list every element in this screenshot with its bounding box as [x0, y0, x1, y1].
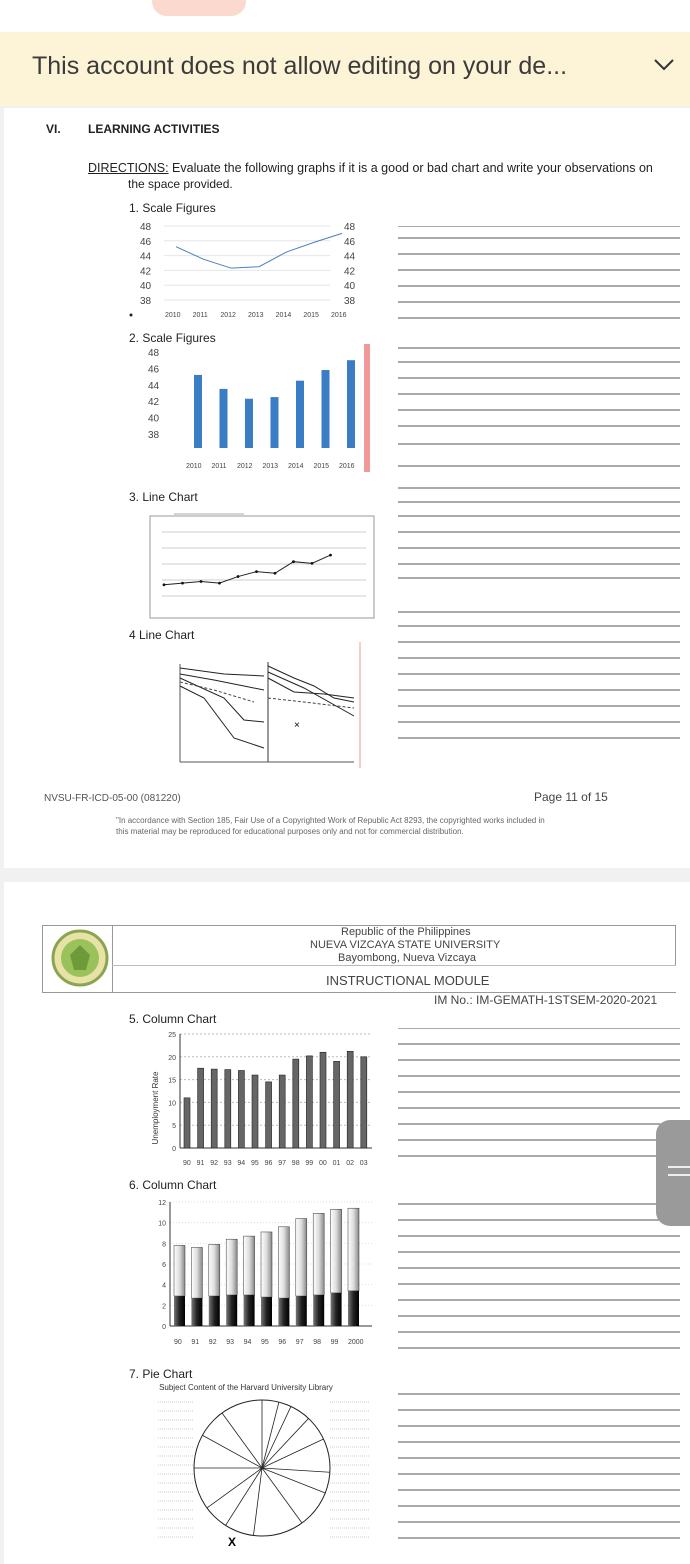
- footer-page-number: Page 11 of 15: [534, 790, 608, 804]
- x-tick: 99: [330, 1339, 339, 1346]
- x-tick: 2015: [303, 312, 319, 319]
- bar: [245, 399, 253, 448]
- bar: [279, 1075, 285, 1148]
- y-tick: 5: [172, 1123, 176, 1131]
- item-3-label: 3. Line Chart: [129, 490, 198, 504]
- bar-lower: [226, 1295, 237, 1326]
- read-only-banner[interactable]: [0, 32, 690, 106]
- section-title: LEARNING ACTIVITIES: [88, 122, 220, 136]
- bar-lower: [278, 1298, 289, 1326]
- data-point: [200, 580, 203, 583]
- x-tick: 90: [183, 1160, 191, 1167]
- x-tick: 2014: [288, 463, 304, 470]
- bullet-dot: [128, 312, 134, 318]
- x-tick: 91: [196, 1160, 205, 1167]
- bar-lower: [331, 1293, 342, 1326]
- item-2-label: 2. Scale Figures: [129, 331, 216, 345]
- bar-lower: [313, 1295, 324, 1326]
- directions-label: DIRECTIONS:: [88, 161, 169, 175]
- x-tick: 95: [251, 1160, 259, 1167]
- bar-lower: [348, 1291, 359, 1326]
- y-tick: 0: [162, 1324, 166, 1331]
- x-tick: 96: [264, 1160, 273, 1167]
- x-tick: 02: [346, 1160, 354, 1167]
- x-tick: 00: [319, 1160, 327, 1167]
- chart-2-scale-bar: [144, 344, 374, 474]
- bar-upper: [191, 1247, 202, 1298]
- document-page-11: [4, 108, 690, 868]
- y-tick: 25: [168, 1032, 176, 1039]
- bar: [266, 1082, 272, 1148]
- x-tick: 93: [223, 1160, 232, 1167]
- copyright-note-1: "In accordance with Section 185, Fair Use of a Copyrighted Work of Republic Act 8293, the copyrighted works included in: [116, 816, 545, 825]
- university-location: Bayombong, Nueva Vizcaya: [338, 952, 476, 964]
- x-tick: 2015: [313, 463, 330, 470]
- bar: [322, 370, 330, 448]
- bar: [211, 1069, 217, 1148]
- republic-text: Republic of the Philippines: [341, 926, 471, 938]
- x-tick: 2013: [248, 312, 264, 319]
- x-tick: 2016: [331, 312, 347, 319]
- y-tick-left: 44: [140, 251, 152, 263]
- bar-lower: [296, 1296, 307, 1326]
- chart-5-ylabel: Unemployment Rate: [151, 1071, 160, 1145]
- x-tick: 2014: [275, 312, 292, 319]
- data-point: [311, 562, 314, 565]
- y-tick: 12: [158, 1200, 166, 1207]
- bar: [252, 1075, 258, 1148]
- im-number: IM No.: IM-GEMATH-1STSEM-2020-2021: [434, 993, 658, 1007]
- y-tick: 6: [162, 1262, 166, 1269]
- chart-5-column: [144, 1028, 376, 1172]
- x-tick: 2013: [262, 463, 279, 470]
- y-tick-left: 46: [140, 236, 152, 248]
- bar: [194, 375, 202, 448]
- series-line: [176, 233, 342, 268]
- x-tick: 98: [313, 1339, 321, 1346]
- data-point: [292, 560, 295, 563]
- svg-text:×: ×: [294, 720, 300, 731]
- bar-lower: [244, 1295, 255, 1326]
- bar: [198, 1068, 204, 1148]
- x-tick: 2010: [186, 463, 202, 470]
- y-tick: 38: [148, 430, 160, 441]
- chart-3-frame: [150, 516, 374, 618]
- answer-lines-page-2: [398, 1028, 684, 1548]
- y-tick-left: 38: [140, 296, 152, 307]
- y-tick-right: 42: [344, 266, 356, 278]
- red-highlight-bar: [364, 344, 370, 472]
- bar-lower: [174, 1296, 185, 1326]
- y-tick-right: 46: [344, 236, 356, 248]
- x-tick: 95: [261, 1339, 269, 1346]
- x-tick: 94: [237, 1160, 246, 1167]
- y-tick-right: 40: [344, 281, 356, 293]
- bar: [271, 397, 279, 448]
- x-tick: 97: [278, 1160, 286, 1167]
- bar: [334, 1061, 340, 1148]
- y-tick: 4: [162, 1282, 166, 1290]
- scroll-handle[interactable]: [656, 1120, 690, 1226]
- x-tick: 2012: [220, 312, 236, 319]
- x-tick: 96: [278, 1339, 287, 1346]
- chart-6-column: [144, 1196, 376, 1358]
- item-5-label: 5. Column Chart: [129, 1012, 217, 1026]
- x-tick: 2012: [237, 463, 253, 470]
- bar: [347, 360, 355, 448]
- bar-lower: [191, 1298, 202, 1326]
- chart-7-pie: [154, 1380, 374, 1550]
- directions: [88, 161, 653, 175]
- y-tick: 48: [148, 348, 160, 359]
- bar: [347, 1051, 353, 1148]
- bar-upper: [278, 1227, 289, 1298]
- chart-1-scale-line: [124, 220, 364, 324]
- pie-title: Subject Content of the Harvard University Library: [159, 1383, 333, 1392]
- bar-upper: [331, 1209, 342, 1293]
- y-tick: 44: [148, 380, 160, 392]
- y-tick: 15: [168, 1077, 176, 1085]
- x-tick: 2011: [211, 463, 227, 470]
- chart-3-line: [144, 502, 380, 626]
- bar-upper: [244, 1236, 255, 1295]
- x-tick: 98: [291, 1160, 300, 1167]
- y-tick-left: 48: [140, 222, 152, 233]
- bar: [296, 381, 304, 448]
- data-point: [218, 582, 221, 585]
- bar-upper: [174, 1245, 185, 1296]
- document-page-12: [4, 882, 690, 1564]
- y-tick-left: 42: [140, 266, 152, 278]
- pie-x-marker: X: [228, 1535, 237, 1549]
- x-tick: 2010: [165, 312, 181, 319]
- bar-upper: [226, 1239, 237, 1295]
- bar: [306, 1056, 312, 1148]
- item-7-label: 7. Pie Chart: [129, 1367, 193, 1381]
- x-tick: 90: [174, 1339, 182, 1346]
- bar: [361, 1057, 367, 1148]
- y-tick-right: 48: [344, 222, 356, 233]
- bar: [320, 1052, 326, 1148]
- y-tick: 0: [172, 1146, 176, 1153]
- x-tick: 93: [226, 1339, 234, 1346]
- x-tick: 2016: [339, 463, 355, 470]
- x-tick: 91: [191, 1339, 200, 1346]
- x-tick: 94: [243, 1339, 252, 1346]
- data-point: [255, 570, 258, 573]
- y-tick: 10: [168, 1100, 176, 1108]
- x-tick: 01: [332, 1160, 341, 1167]
- bar-upper: [261, 1232, 272, 1297]
- bar-upper: [313, 1213, 324, 1295]
- x-tick: 2000: [348, 1339, 364, 1346]
- item-1-label: 1. Scale Figures: [129, 201, 216, 215]
- bar: [220, 389, 228, 448]
- banner-message: This account does not allow editing on your de...: [32, 52, 568, 80]
- data-point: [163, 583, 166, 586]
- y-tick: 2: [162, 1303, 166, 1311]
- bar: [225, 1070, 231, 1148]
- bar-upper: [348, 1208, 359, 1291]
- module-title: INSTRUCTIONAL MODULE: [326, 973, 490, 988]
- bar-upper: [296, 1219, 307, 1297]
- status-bar: [0, 0, 690, 32]
- y-tick-right: 38: [344, 296, 356, 307]
- bar: [238, 1070, 244, 1148]
- directions-text-2: the space provided.: [128, 177, 233, 191]
- y-tick: 42: [148, 397, 160, 409]
- status-pill: [152, 0, 246, 16]
- bar-lower: [261, 1297, 272, 1326]
- bar: [184, 1098, 190, 1148]
- x-tick: 99: [305, 1160, 314, 1167]
- item-6-label: 6. Column Chart: [129, 1178, 217, 1192]
- x-tick: 03: [359, 1160, 368, 1167]
- y-tick: 40: [148, 413, 160, 425]
- x-tick: 92: [210, 1160, 218, 1167]
- y-tick: 10: [158, 1220, 166, 1228]
- y-tick-right: 44: [344, 251, 356, 263]
- data-point: [274, 572, 277, 575]
- answer-lines-page-1: [398, 226, 684, 766]
- bar-upper: [209, 1244, 220, 1296]
- x-tick: 97: [295, 1339, 304, 1346]
- x-tick: 92: [208, 1339, 217, 1346]
- copyright-note-2: this material may be reproduced for educational purposes only and not for commercial distribution.: [116, 827, 464, 836]
- data-point: [329, 554, 332, 557]
- university-seal: [50, 928, 110, 988]
- data-point: [181, 582, 184, 585]
- bar-lower: [209, 1296, 220, 1326]
- y-tick: 20: [168, 1054, 176, 1062]
- footer-form-code: NVSU-FR-ICD-05-00 (081220): [44, 793, 181, 804]
- x-tick: 2011: [192, 312, 208, 319]
- university-name: NUEVA VIZCAYA STATE UNIVERSITY: [310, 939, 501, 951]
- y-tick-left: 40: [140, 281, 152, 293]
- data-point: [237, 575, 240, 578]
- item-4-label: 4 Line Chart: [129, 628, 195, 642]
- y-tick: 46: [148, 364, 160, 376]
- directions-text: Evaluate the following graphs if it is a good or bad chart and write your observations on: [168, 161, 653, 175]
- chart-4-line-sketch: [164, 638, 374, 778]
- section-number: VI.: [46, 122, 61, 136]
- y-tick: 8: [162, 1241, 166, 1249]
- bar: [293, 1059, 299, 1148]
- chevron-down-icon[interactable]: [652, 56, 676, 72]
